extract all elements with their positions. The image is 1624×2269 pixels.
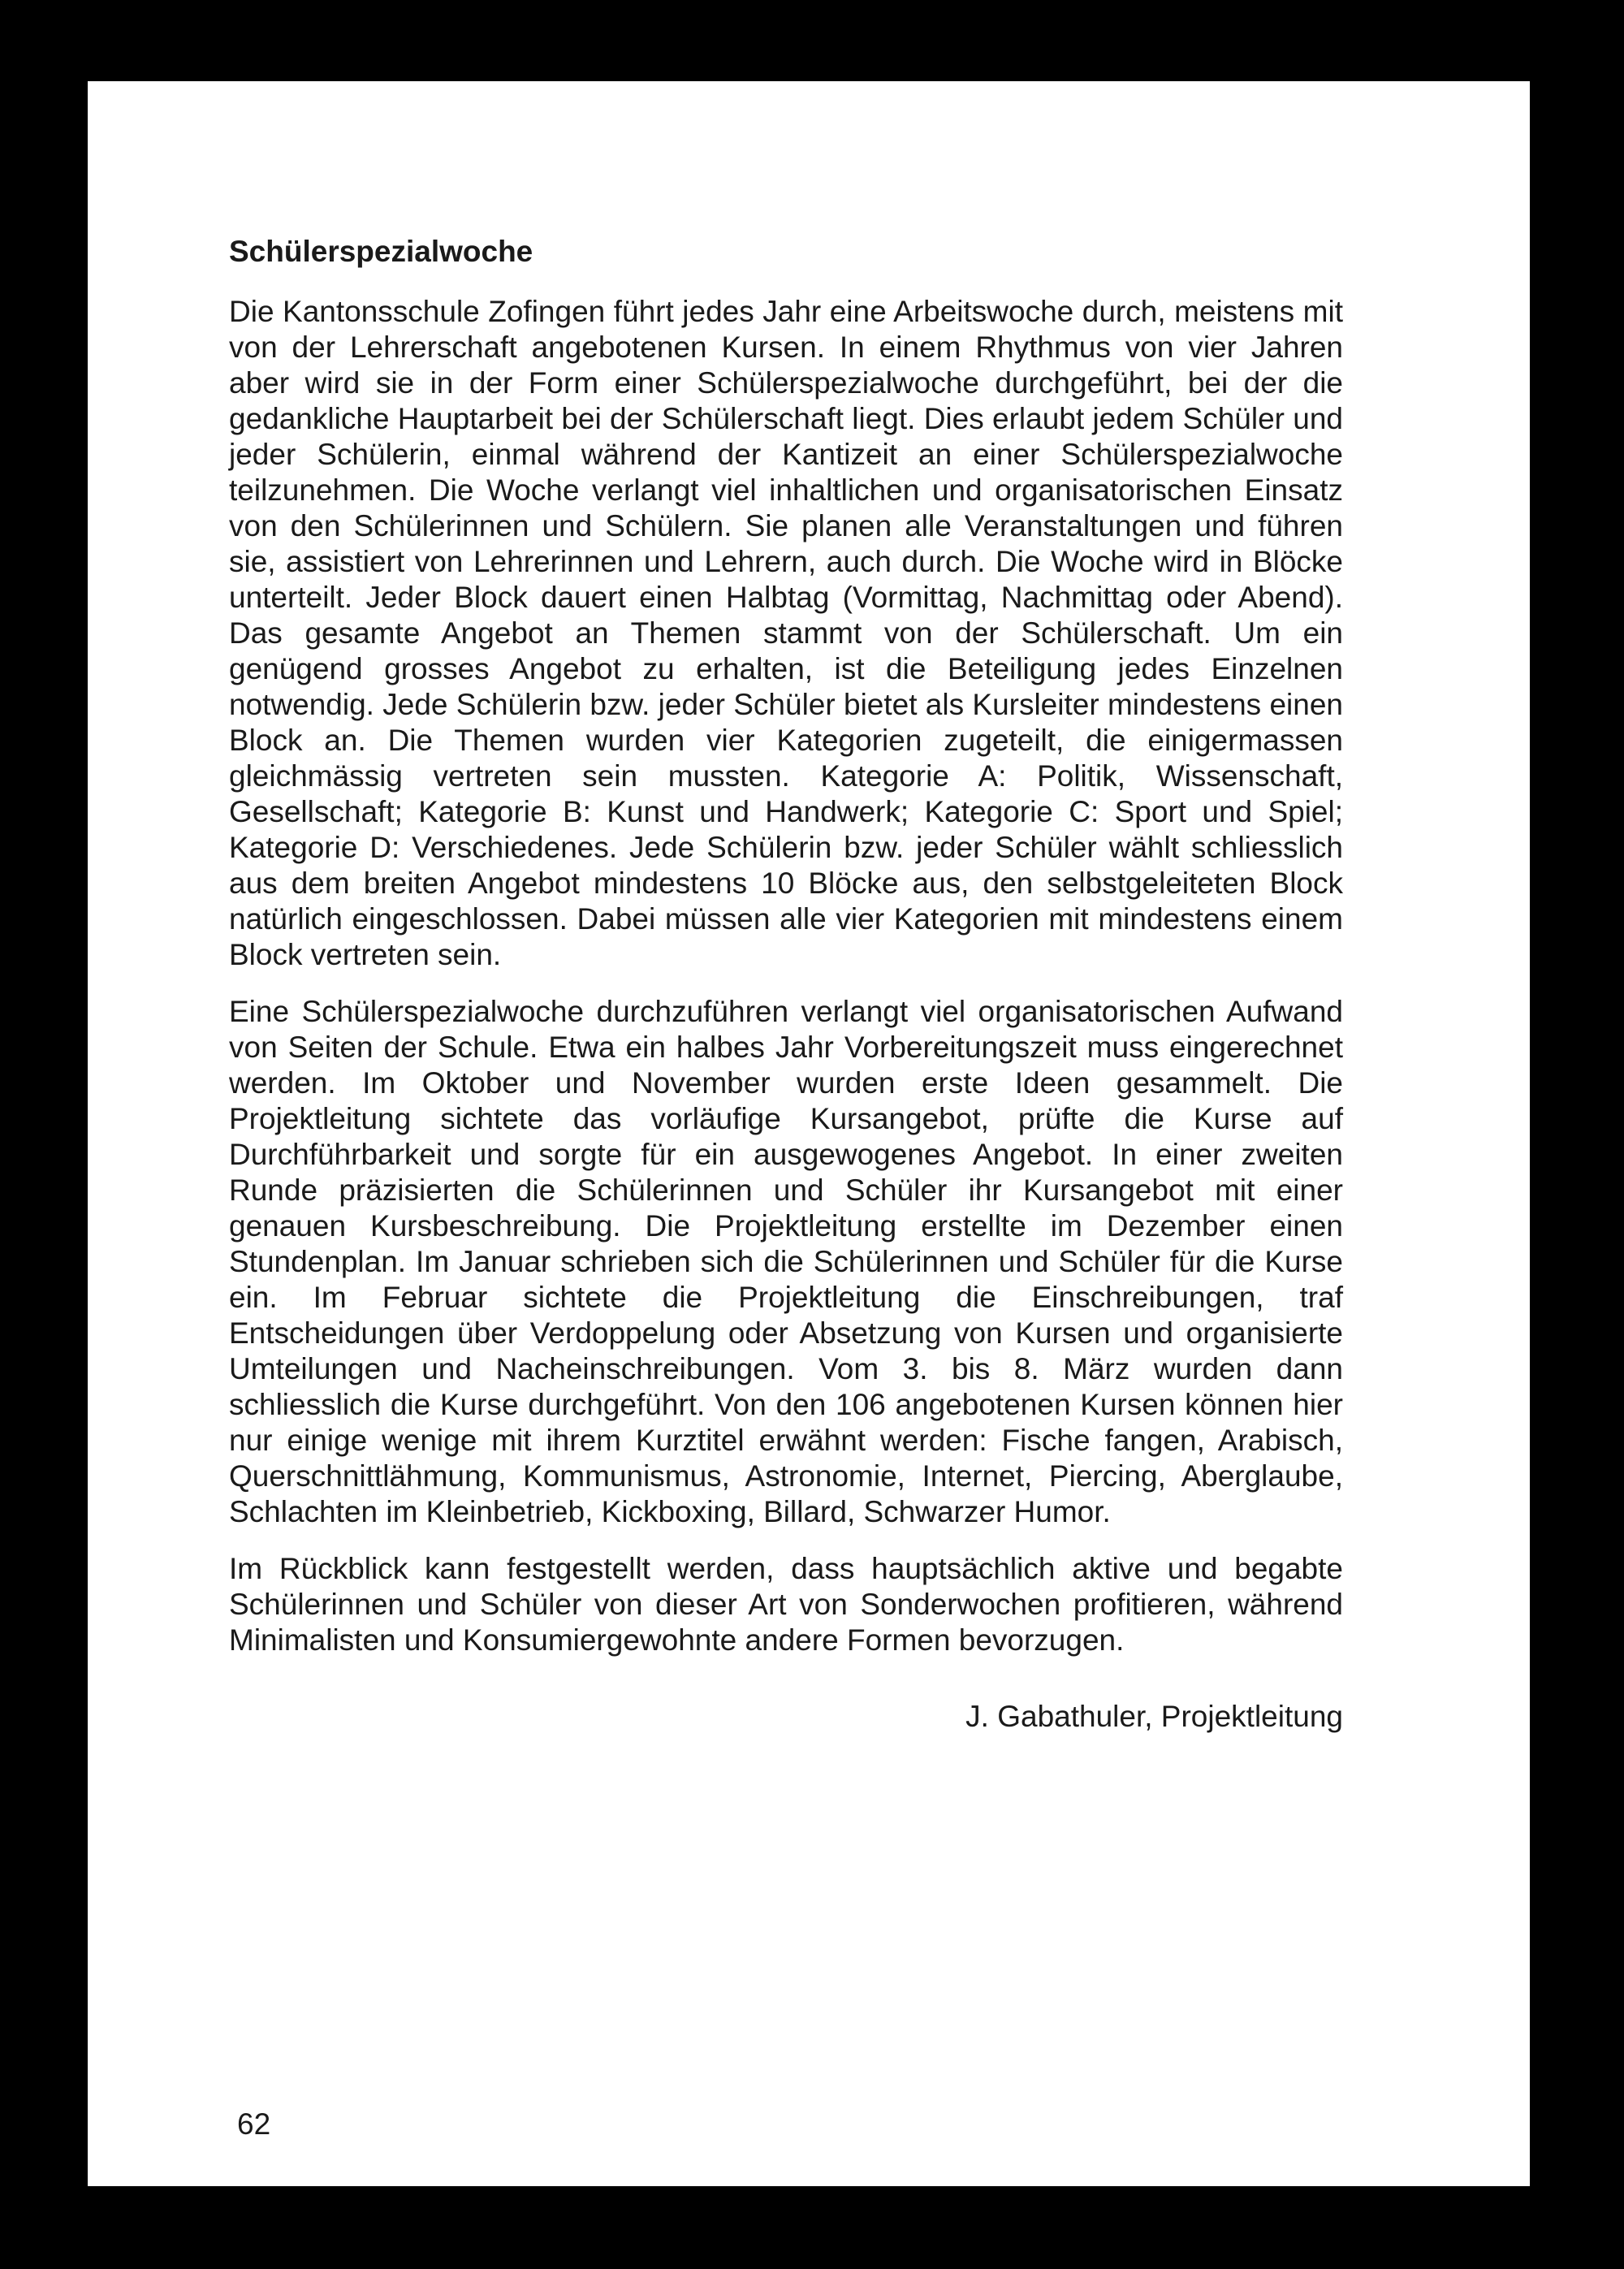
paragraph-intro: Die Kantonsschule Zofingen führt jedes Jahr eine Arbeitswoche durch, meistens mit von der Lehrerschaft angebotenen Kursen. In einem Rhythmus von vier Jahren aber wird sie in der Form einer Schülerspezialwoche durchgeführt, bei der die gedankliche Hauptarbeit bei der Schülerschaft liegt. Dies erlaubt jedem Schüler und jeder Schülerin, einmal während der Kantizeit an einer Schülerspezialwoche teilzunehmen. Die Woche verlangt viel inhaltlichen und organisatorischen Einsatz von den Schülerinnen und Schülern. Sie planen alle Veranstaltungen und führen sie, assistiert von Lehrerinnen und Lehrern, auch durch. Die Woche wird in Blöcke unterteilt. Jeder Block dauert einen Halbtag (Vormittag, Nachmittag oder Abend). Das gesamte Angebot an Themen stammt von der Schülerschaft. Um ein genügend grosses Angebot zu erhalten, ist die Beteiligung jedes Einzelnen notwendig. Jede Schülerin bzw. jeder Schüler bietet als Kursleiter mindestens einen Block an. Die Themen wurden vier Kategorien zugeteilt, die einigermassen gleichmässig vertreten sein mussten. Kategorie A: Politik, Wissenschaft, Gesellschaft; Kategorie B: Kunst und Handwerk; Kategorie C: Sport und Spiel; Kategorie D: Verschiedenes. Jede Schülerin bzw. jeder Schüler wählt schliesslich aus dem breiten Angebot mindestens 10 Blöcke aus, den selbstgeleiteten Block natürlich eingeschlossen. Dabei müssen alle vier Kategorien mit mindestens einem Block vertreten sein. <box>229 295 1343 971</box>
paragraph-review: Im Rückblick kann festgestellt werden, dass hauptsächlich aktive und begabte Schülerinnen und Schüler von dieser Art von Sonderwochen profitieren, während Minimalisten und Konsumiergewohnte andere Formen bevorzugen. <box>229 1552 1343 1657</box>
page-title: Schülerspezialwoche <box>229 235 533 268</box>
signature: J. Gabathuler, Projektleitung <box>965 1700 1343 1733</box>
document-page <box>88 81 1530 2186</box>
page-content <box>229 234 1343 1735</box>
page-number: 62 <box>237 2107 271 2141</box>
paragraph-organisation: Eine Schülerspezialwoche durchzuführen verlangt viel organisatorischen Aufwand von Seiten der Schule. Etwa ein halbes Jahr Vorbereitungszeit muss eingerechnet werden. Im Oktober und November wurden erste Ideen gesammelt. Die Projektleitung sichtete das vorläufige Kursangebot, prüfte die Kurse auf Durchführbarkeit und sorgte für ein ausgewogenes Angebot. In einer zweiten Runde präzisierten die Schülerinnen und Schüler ihr Kursangebot mit einer genauen Kursbeschreibung. Die Projektleitung erstellte im Dezember einen Stundenplan. Im Januar schrieben sich die Schülerinnen und Schüler für die Kurse ein. Im Februar sichtete die Projektleitung die Einschreibungen, traf Entscheidungen über Verdoppelung oder Absetzung von Kursen und organisierte Umteilungen und Nacheinschreibungen. Vom 3. bis 8. März wurden dann schliesslich die Kurse durchgeführt. Von den 106 angebotenen Kursen können hier nur einige wenige mit ihrem Kurztitel erwähnt werden: Fische fangen, Arabisch, Querschnittlähmung, Kommunismus, Astronomie, Internet, Piercing, Aberglaube, Schlachten im Kleinbetrieb, Kickboxing, Billard, Schwarzer Humor. <box>229 995 1343 1528</box>
